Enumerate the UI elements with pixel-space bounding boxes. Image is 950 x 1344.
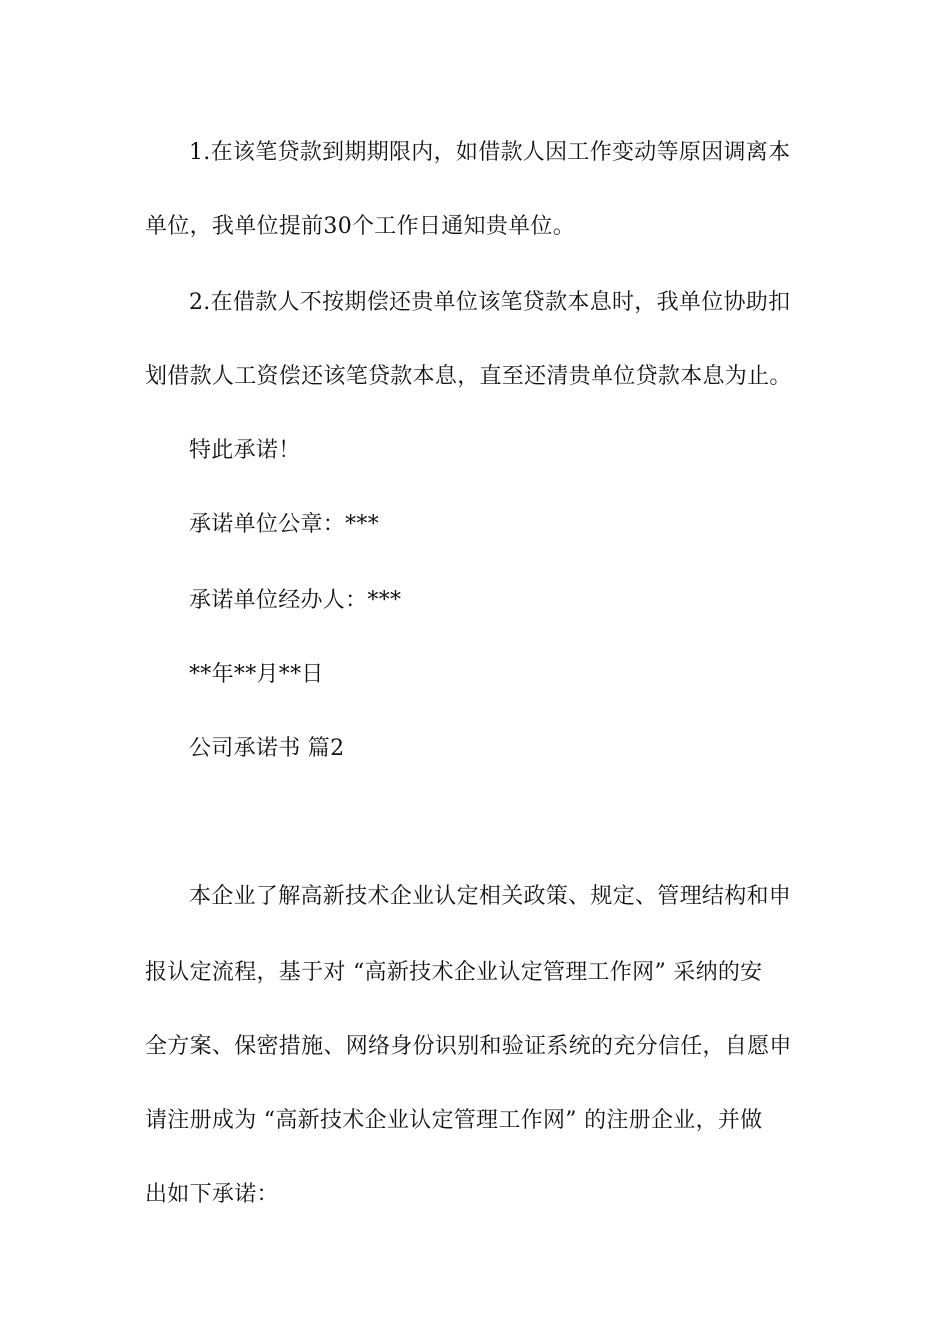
paragraph-2-line-1: 2.在借款人不按期偿还贵单位该笔贷款本息时，我单位协助扣 bbox=[189, 290, 791, 315]
paragraph-3-line-4: 请注册成为 “高新技术企业认定管理工作网” 的注册企业，并做 bbox=[145, 1108, 763, 1133]
paragraph-3-line-2: 报认定流程，基于对 “高新技术企业认定管理工作网” 采纳的安 bbox=[145, 960, 763, 985]
paragraph-3-line-5: 出如下承诺： bbox=[145, 1182, 279, 1207]
company-seal-line: 承诺单位公章：*** bbox=[189, 512, 380, 537]
paragraph-3-line-3: 全方案、保密措施、网络身份识别和验证系统的充分信任，自愿申 bbox=[145, 1034, 792, 1059]
paragraph-3-line-1: 本企业了解高新技术企业认定相关政策、规定、管理结构和申 bbox=[189, 884, 792, 909]
paragraph-2-line-2: 划借款人工资偿还该笔贷款本息，直至还清贵单位贷款本息为止。 bbox=[145, 364, 792, 389]
section-heading: 公司承诺书 篇2 bbox=[189, 736, 345, 761]
date-line: **年**月**日 bbox=[189, 662, 324, 687]
paragraph-1-line-1: 1.在该笔贷款到期期限内，如借款人因工作变动等原因调离本 bbox=[189, 140, 791, 165]
paragraph-1-line-2: 单位，我单位提前30个工作日通知贵单位。 bbox=[145, 214, 575, 239]
closing-statement: 特此承诺！ bbox=[189, 438, 301, 463]
handler-line: 承诺单位经办人：*** bbox=[189, 588, 402, 613]
